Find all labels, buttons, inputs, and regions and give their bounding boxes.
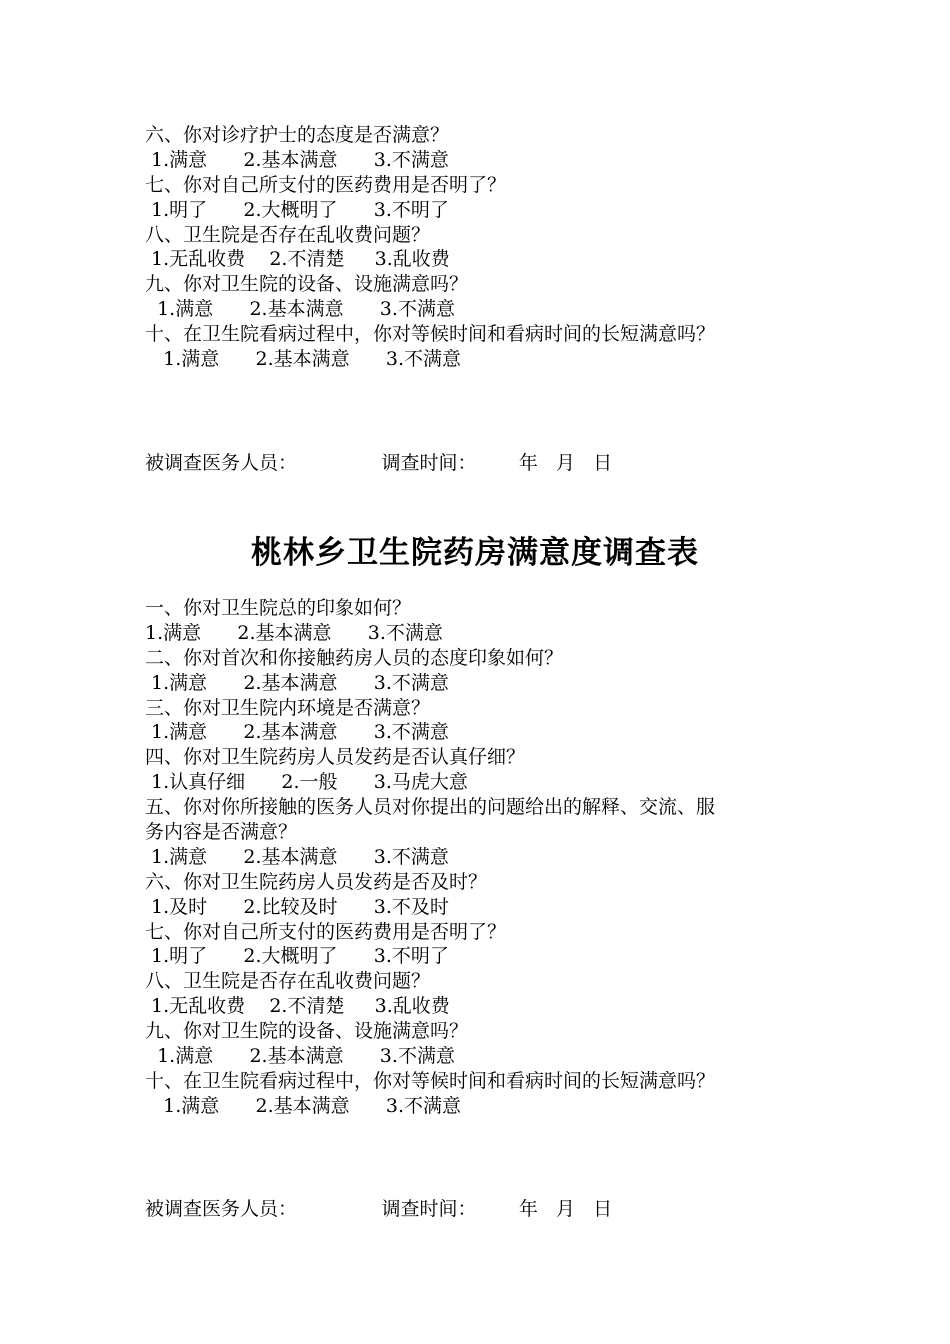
- question-10: 十、在卫生院看病过程中，你对等候时间和看病时间的长短满意吗？: [145, 1069, 716, 1092]
- answer-options-2: 1.满意 2.基本满意 3.不满意: [145, 671, 449, 694]
- survey-questions: [145, 596, 825, 1119]
- answer-options-8: 1.无乱收费 2.不清楚 3.乱收费: [145, 248, 450, 271]
- question-7: 七、你对自己所支付的医药费用是否明了？: [145, 920, 507, 943]
- answer-options-6: 1.满意 2.基本满意 3.不满意: [145, 148, 449, 171]
- question-10: 十、在卫生院看病过程中，你对等候时间和看病时间的长短满意吗？: [145, 323, 716, 346]
- answer-options-9: 1.满意 2.基本满意 3.不满意: [145, 1045, 455, 1068]
- answer-options-3: 1.满意 2.基本满意 3.不满意: [145, 721, 449, 744]
- question-2: 二、你对首次和你接触药房人员的态度印象如何？: [145, 646, 564, 669]
- answer-options-7: 1.明了 2.大概明了 3.不明了: [145, 945, 449, 968]
- question-5-line-1: 五、你对你所接触的医务人员对你提出的问题给出的解释、交流、服: [145, 796, 716, 819]
- question-3: 三、你对卫生院内环境是否满意？: [145, 696, 431, 719]
- question-9: 九、你对卫生院的设备、设施满意吗？: [145, 1020, 469, 1043]
- answer-options-1: 1.满意 2.基本满意 3.不满意: [145, 621, 443, 644]
- question-8: 八、卫生院是否存在乱收费问题？: [145, 223, 431, 246]
- signature-line-bottom: 被调查医务人员： 调查时间： 年 月 日: [145, 1198, 613, 1220]
- question-1: 一、你对卫生院总的印象如何？: [145, 597, 412, 619]
- top-questions: [145, 123, 825, 372]
- question-8: 八、卫生院是否存在乱收费问题？: [145, 970, 431, 993]
- question-5-line-2: 务内容是否满意？: [145, 821, 298, 844]
- question-7: 七、你对自己所支付的医药费用是否明了？: [145, 173, 507, 196]
- question-9: 九、你对卫生院的设备、设施满意吗？: [145, 273, 469, 296]
- answer-options-9: 1.满意 2.基本满意 3.不满意: [145, 298, 455, 321]
- answer-options-10: 1.满意 2.基本满意 3.不满意: [145, 1094, 461, 1117]
- answer-options-7: 1.明了 2.大概明了 3.不明了: [145, 198, 449, 221]
- answer-options-10: 1.满意 2.基本满意 3.不满意: [145, 348, 461, 371]
- answer-options-8: 1.无乱收费 2.不清楚 3.乱收费: [145, 995, 450, 1018]
- answer-options-6: 1.及时 2.比较及时 3.不及时: [145, 895, 449, 918]
- question-6: 六、你对卫生院药房人员发药是否及时？: [145, 870, 488, 893]
- answer-options-4: 1.认真仔细 2.一般 3.马虎大意: [145, 771, 468, 794]
- survey-title: 桃林乡卫生院药房满意度调查表: [251, 535, 699, 571]
- answer-options-5: 1.满意 2.基本满意 3.不满意: [145, 845, 449, 868]
- question-6: 六、你对诊疗护士的态度是否满意？: [145, 124, 450, 146]
- question-4: 四、你对卫生院药房人员发药是否认真仔细？: [145, 746, 526, 769]
- signature-line-top: 被调查医务人员： 调查时间： 年 月 日: [145, 452, 613, 474]
